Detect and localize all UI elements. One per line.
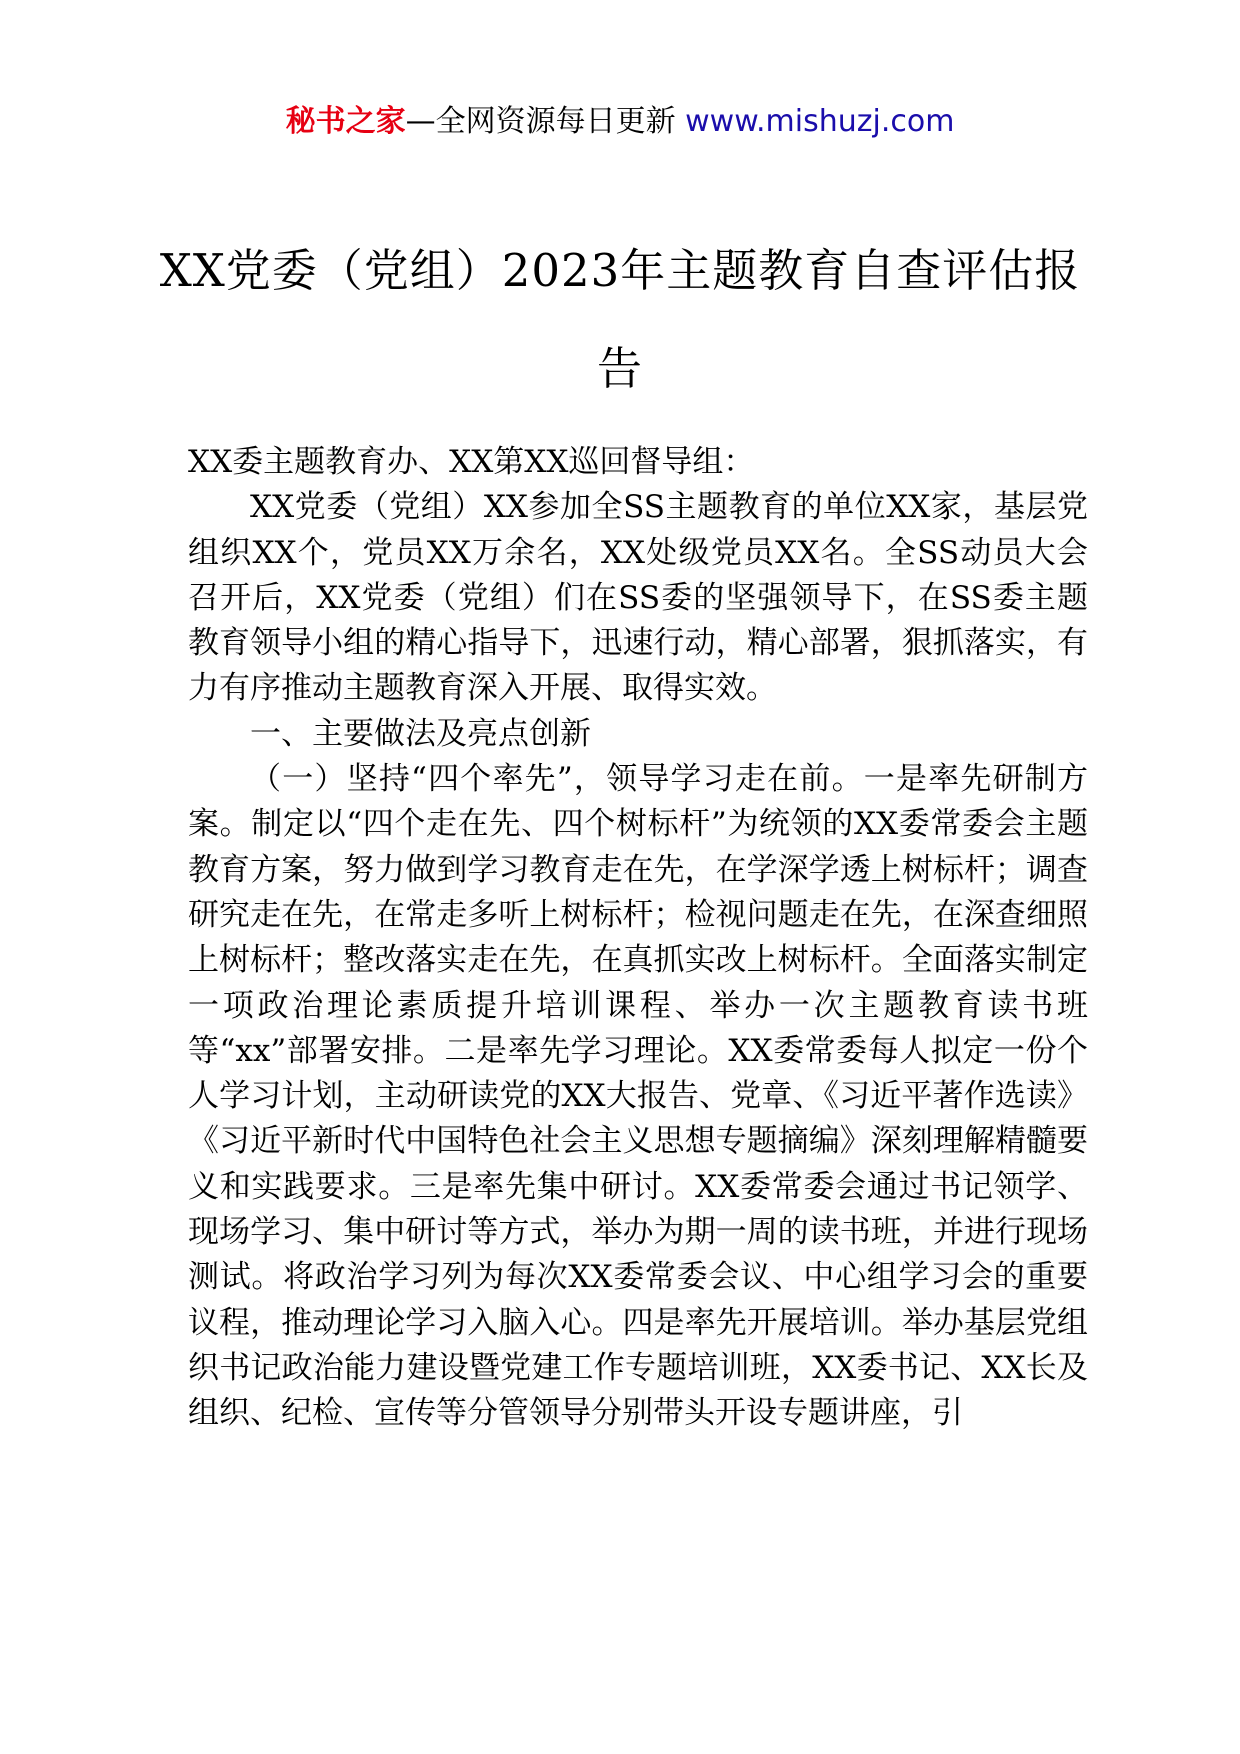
document-body [188, 440, 1088, 1437]
section-paragraph: （一）坚持“四个率先”，领导学习走在前。一是率先研制方案。制定以“四个走在先、四个树标杆”为统领的XX委常委会主题教育方案，努力做到学习教育走在先，在学深学透上树标杆；调查研究走在先，在常走多听上树标杆；检视问题走在先，在深查细照上树标杆；整改落实走在先，在真抓实改上树标杆。全面落实制定一项政治理论素质提升培训课程、举办一次主题教育读书班等“xx”部署安排。二是率先学习理论。XX委常委每人拟定一份个人学习计划，主动研读党的XX大报告、党章、《习近平著作选读》《习近平新时代中国特色社会主义思想专题摘编》深刻理解精髓要义和实践要求。三是率先集中研讨。XX委常委会通过书记领学、现场学习、集中研讨等方式，举办为期一周的读书班，并进行现场测试。将政治学习列为每次XX委常委会议、中心组学习会的重要议程，推动理论学习入脑入心。四是率先开展培训。举办基层党组织书记政治能力建设暨党建工作专题培训班，XX委书记、XX长及组织、纪检、宣传等分管领导分别带头开设专题讲座，引 [188, 761, 1088, 1432]
site-name: 秘书之家 [285, 104, 406, 139]
section-heading: 一、主要做法及亮点创新 [250, 715, 591, 752]
intro-paragraph: XX党委（党组）XX参加全SS主题教育的单位XX家，基层党组织XX个，党员XX万余名，XX处级党员XX名。全SS动员大会召开后，XX党委（党组）们在SS委的坚强领导下，在SS委主题教育领导小组的精心指导下，迅速行动，精心部署，狠抓落实，有力有序推动主题教育深入开展、取得实效。 [188, 489, 1088, 707]
salutation: XX委主题教育办、XX第XX巡回督导组： [188, 444, 755, 480]
site-header [0, 100, 1240, 144]
site-url-link[interactable]: www.mishuzj.com [685, 104, 955, 139]
document-title: XX党委（党组）2023年主题教育自查评估报告 [159, 244, 1081, 395]
site-slogan: —全网资源每日更新 [405, 104, 676, 139]
